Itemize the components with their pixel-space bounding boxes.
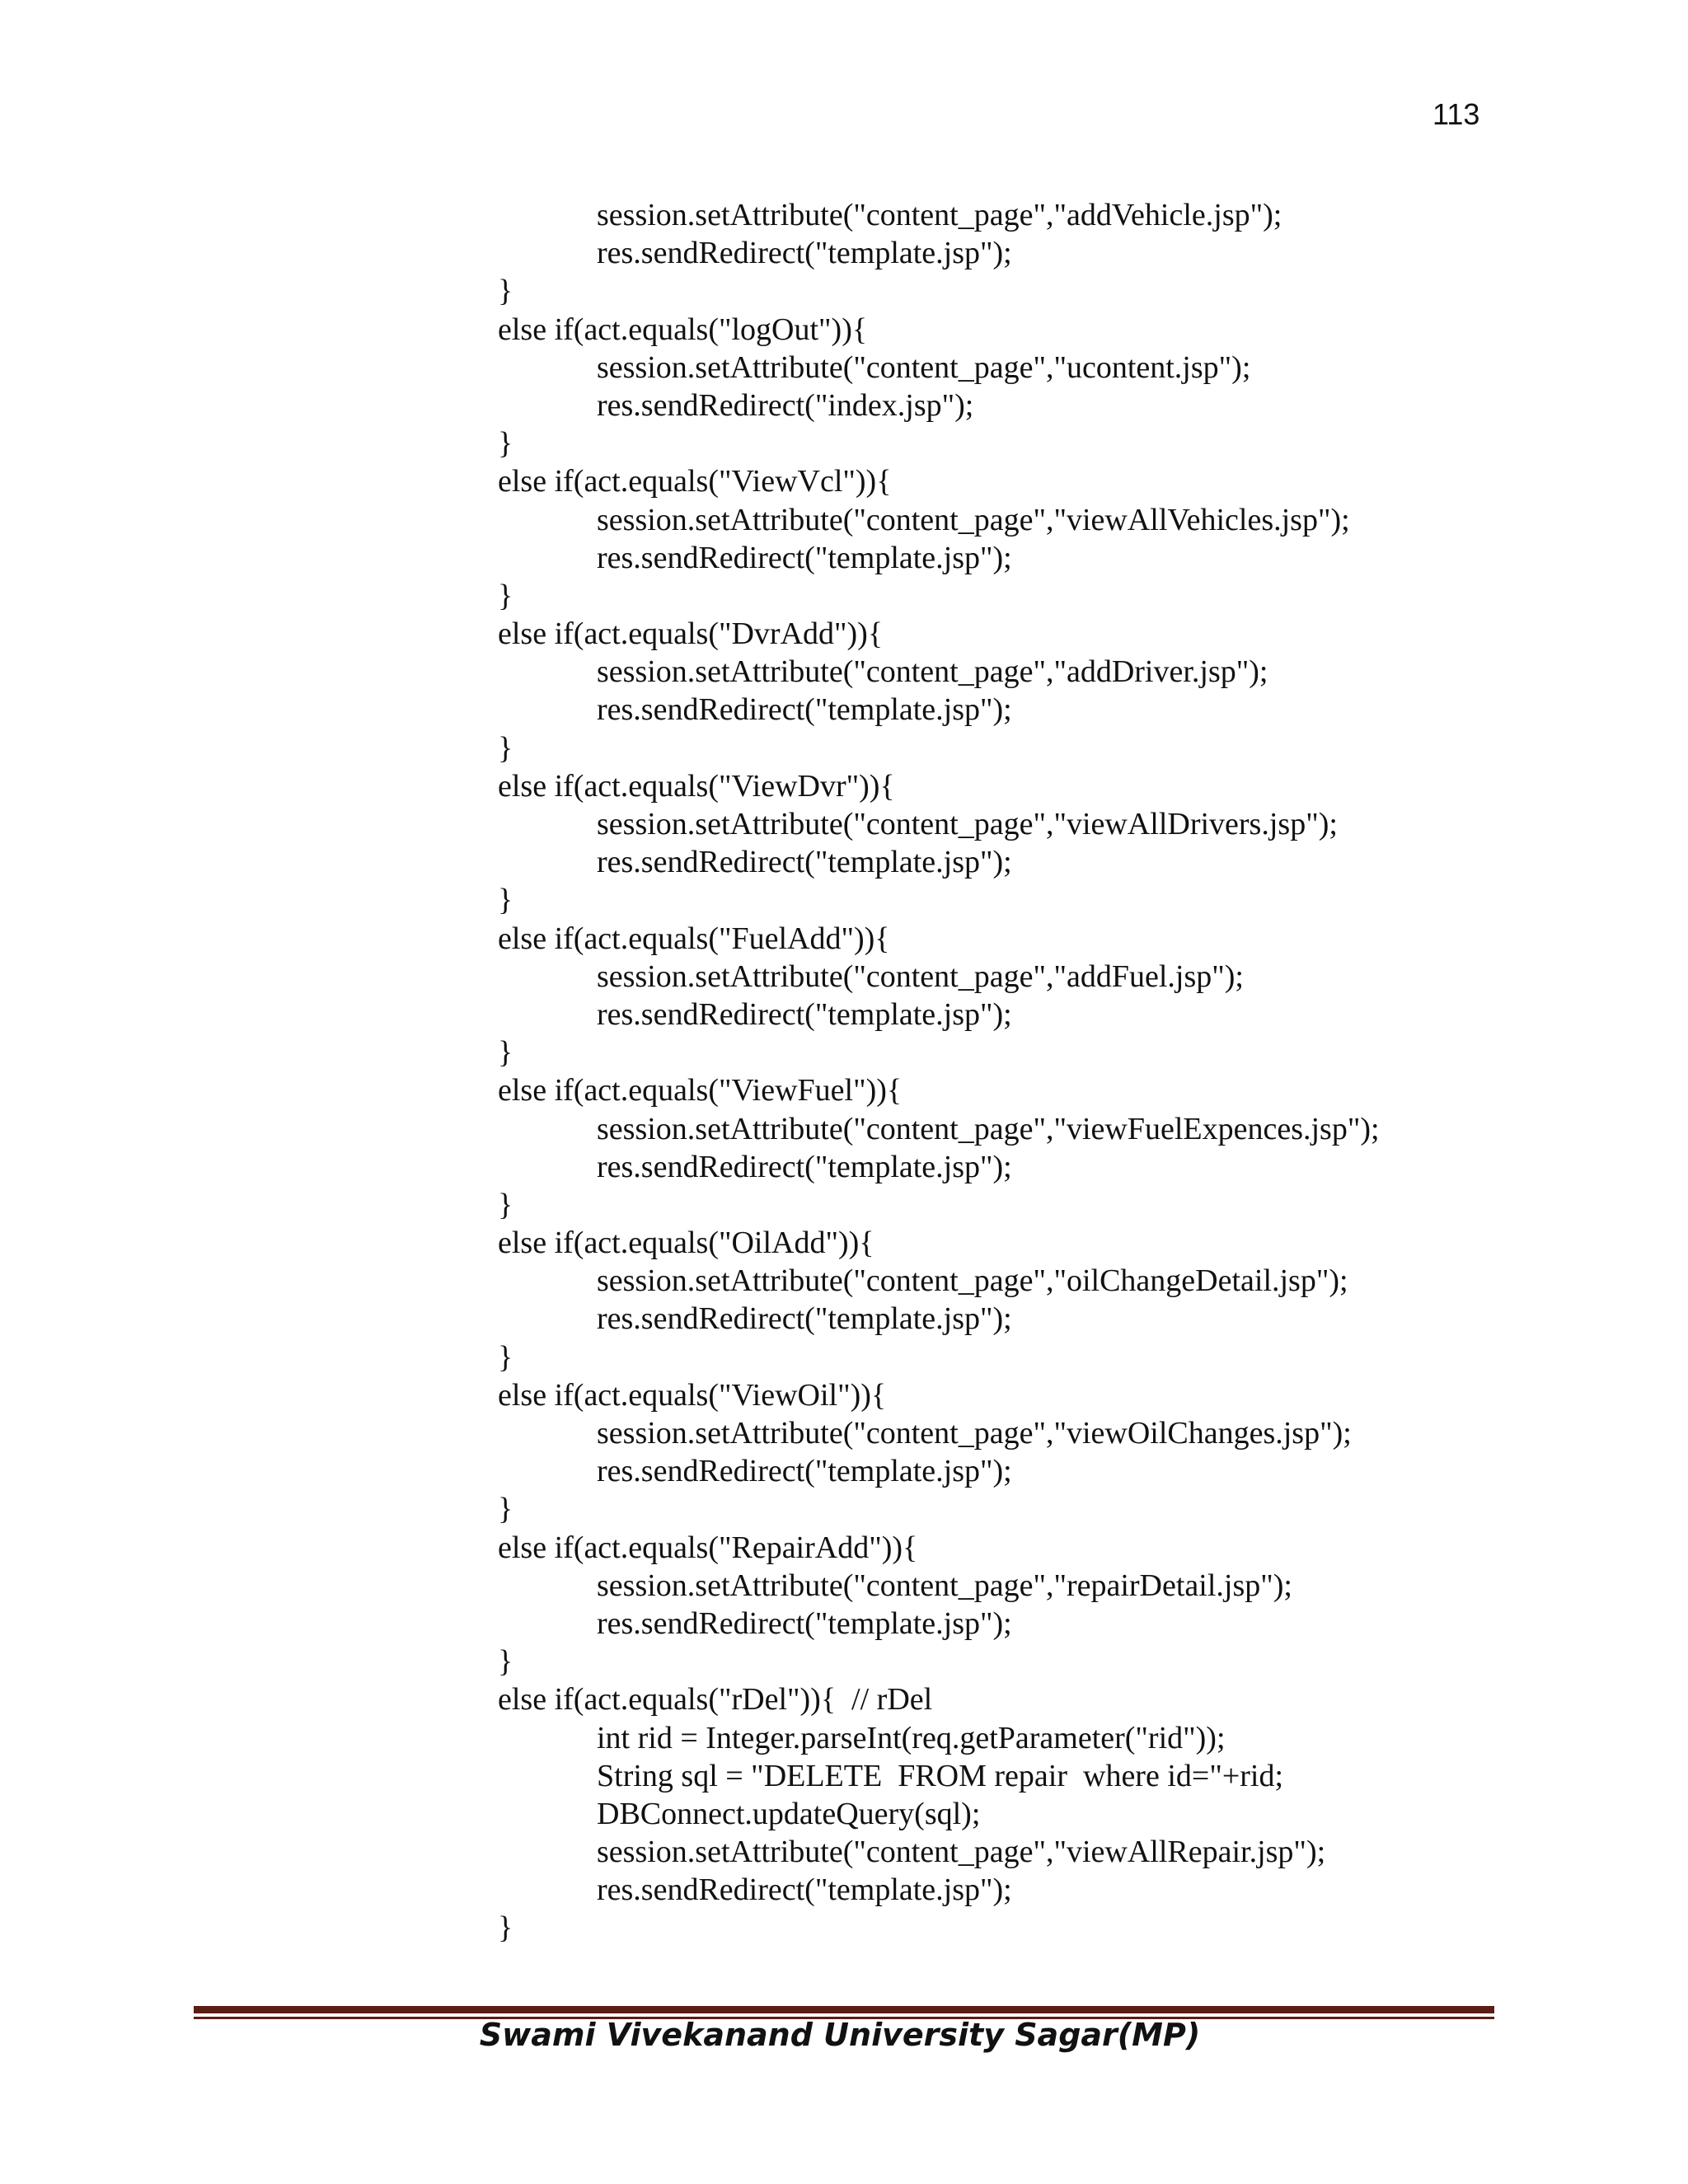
code-line: } <box>498 1187 513 1222</box>
code-line: } <box>498 274 513 309</box>
code-line: else if(act.equals("rDel")){ // rDel <box>498 1682 933 1718</box>
code-block <box>498 196 1569 1947</box>
code-line: } <box>498 1035 513 1071</box>
code-line: session.setAttribute("content_page","viewFuelExpences.jsp"); <box>597 1111 1380 1146</box>
code-line: session.setAttribute("content_page","addVehicle.jsp"); <box>597 198 1282 232</box>
code-line: } <box>498 1339 513 1375</box>
code-line: int rid = Integer.parseInt(req.getParameter("rid")); <box>597 1720 1226 1755</box>
code-line: } <box>498 578 513 613</box>
code-line: res.sendRedirect("template.jsp"); <box>597 1301 1012 1337</box>
code-line: } <box>498 883 513 918</box>
code-line: else if(act.equals("OilAdd")){ <box>498 1226 874 1261</box>
code-line: } <box>498 730 513 766</box>
code-line: session.setAttribute("content_page","repairDetail.jsp"); <box>597 1568 1292 1603</box>
code-line: res.sendRedirect("template.jsp"); <box>597 540 1012 575</box>
code-line: else if(act.equals("logOut")){ <box>498 312 868 347</box>
code-line: } <box>498 426 513 462</box>
code-line: res.sendRedirect("index.jsp"); <box>597 387 974 423</box>
code-line: else if(act.equals("RepairAdd")){ <box>498 1530 918 1565</box>
code-line: } <box>498 1644 513 1680</box>
code-line: session.setAttribute("content_page","oilChangeDetail.jsp"); <box>597 1263 1348 1299</box>
code-line: res.sendRedirect("template.jsp"); <box>597 996 1012 1032</box>
code-line: session.setAttribute("content_page","viewAllRepair.jsp"); <box>597 1835 1326 1870</box>
code-line: DBConnect.updateQuery(sql); <box>597 1796 981 1831</box>
code-line: } <box>498 1910 513 1946</box>
code-line: else if(act.equals("DvrAdd")){ <box>498 616 884 652</box>
code-line: session.setAttribute("content_page","viewAllVehicles.jsp"); <box>597 502 1350 537</box>
code-line: else if(act.equals("ViewDvr")){ <box>498 768 895 804</box>
code-line: String sql = "DELETE FROM repair where id="+rid; <box>597 1758 1284 1793</box>
footer-university-name: Swami Vivekanand University Sagar(MP) <box>479 2017 1201 2053</box>
code-line: res.sendRedirect("template.jsp"); <box>597 845 1012 880</box>
code-line: else if(act.equals("FuelAdd")){ <box>498 921 890 956</box>
code-line: else if(act.equals("ViewOil")){ <box>498 1377 887 1413</box>
code-line: res.sendRedirect("template.jsp"); <box>597 1149 1012 1184</box>
code-line: session.setAttribute("content_page","addDriver.jsp"); <box>597 654 1268 690</box>
code-line: res.sendRedirect("template.jsp"); <box>597 236 1012 271</box>
code-line: else if(act.equals("ViewFuel")){ <box>498 1073 903 1108</box>
code-line: res.sendRedirect("template.jsp"); <box>597 692 1012 728</box>
code-line: } <box>498 1492 513 1527</box>
code-line: session.setAttribute("content_page","viewAllDrivers.jsp"); <box>597 807 1338 841</box>
code-line: res.sendRedirect("template.jsp"); <box>597 1454 1012 1489</box>
code-line: session.setAttribute("content_page","viewOilChanges.jsp"); <box>597 1416 1352 1451</box>
code-line: session.setAttribute("content_page","addFuel.jsp"); <box>597 958 1244 994</box>
code-line: session.setAttribute("content_page","ucontent.jsp"); <box>597 349 1251 385</box>
code-line: res.sendRedirect("template.jsp"); <box>597 1872 1012 1908</box>
code-line: res.sendRedirect("template.jsp"); <box>597 1605 1012 1641</box>
page-number: 113 <box>1432 97 1480 131</box>
code-line: else if(act.equals("ViewVcl")){ <box>498 464 892 499</box>
